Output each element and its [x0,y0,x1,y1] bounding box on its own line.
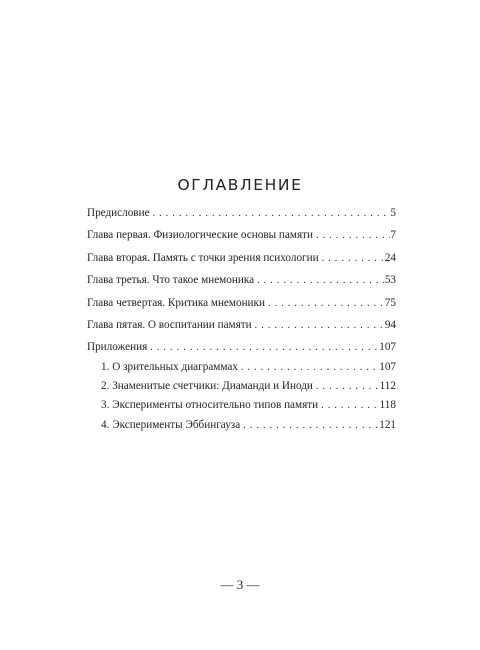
dot-leader [150,208,391,219]
toc-subentry-title: 4. Эксперименты Эббингауза [101,418,241,431]
toc-entry-title: Глава вторая. Память с точки зрения психологии [87,251,319,264]
toc-subentry-page: 118 [379,399,396,412]
toc-subentry-title: 1. О зрительных диаграммах [101,360,238,373]
toc-entry-title: Приложения [87,341,148,354]
toc-subentry-page: 112 [379,380,396,393]
toc-entry [87,297,396,312]
toc-entry [87,274,396,289]
toc-subentry [87,380,396,395]
toc-entry-page: 5 [390,207,396,219]
toc-entry-title: Глава пятая. О воспитании памяти [87,318,252,331]
toc-entry-title: Глава четвертая. Критика мнемоники [87,296,265,309]
toc-entry-title: Глава первая. Физиологические основы памяти [87,229,313,242]
toc-subentry-page: 107 [379,360,396,373]
toc-subentry [87,399,396,414]
toc-entry-title: Глава третья. Что такое мнемоника [87,274,255,287]
toc-entry-page: 107 [379,341,396,354]
toc-subentry-title: 3. Эксперименты относительно типов памяти [101,399,319,412]
toc-entry [87,341,396,356]
toc-entry [87,207,396,222]
dot-leader [313,381,380,392]
table-of-contents [87,207,396,438]
dot-leader [319,253,385,264]
toc-subentry-title: 2. Знаменитые счетчики: Диаманди и Иноди [101,380,313,393]
toc-heading: ОГЛАВЛЕНИЕ [177,176,303,194]
toc-entry-page: 7 [390,229,396,242]
toc-entry-page: 53 [384,274,396,287]
toc-entry [87,319,396,334]
toc-entry-page: 75 [384,296,396,309]
toc-subentry-page: 121 [379,418,396,431]
toc-entry-page: 24 [384,251,396,264]
dot-leader [147,342,379,353]
dot-leader [240,420,379,431]
dot-leader [265,298,385,309]
toc-entry [87,252,396,267]
toc-entry-title: Предисловие [87,207,150,219]
toc-entry [87,229,396,244]
dot-leader [313,230,390,241]
page-number: — 3 — [220,577,260,592]
toc-subentry [87,361,396,376]
dot-leader [252,320,385,331]
toc-entry-page: 94 [384,318,396,331]
dot-leader [254,275,385,286]
dot-leader [238,362,379,373]
dot-leader [318,400,380,411]
toc-subentry [87,419,396,434]
